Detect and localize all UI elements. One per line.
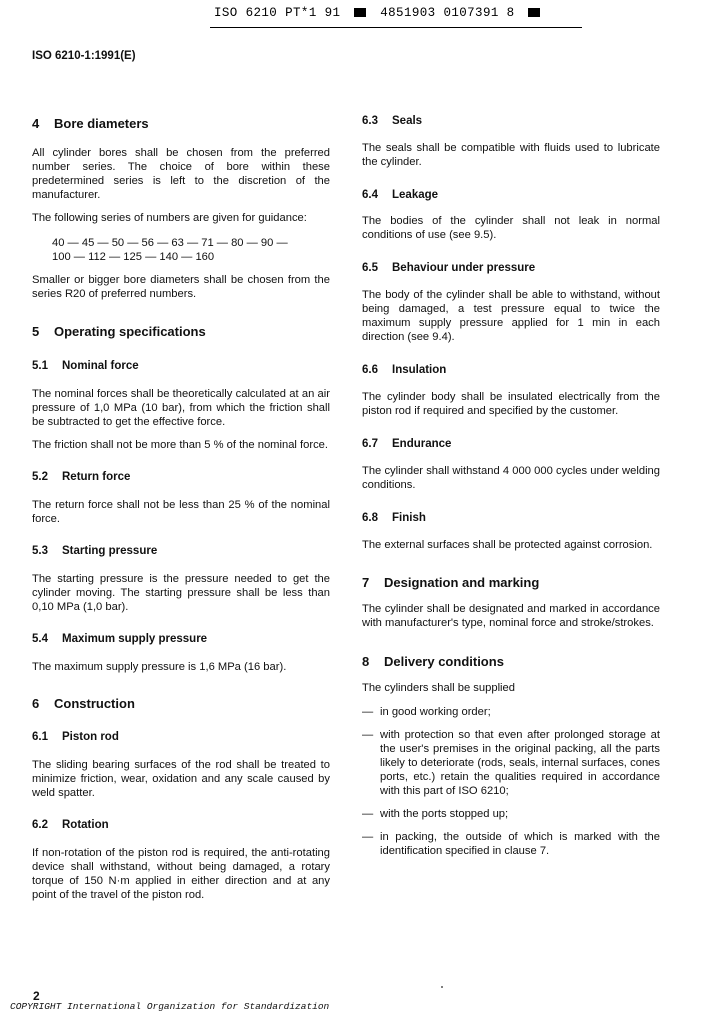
heading-5-4: 5.4 Maximum supply pressure — [32, 633, 208, 645]
heading-6-5: 6.5 Behaviour under pressure — [362, 262, 536, 274]
paragraph: The maximum supply pressure is 1,6 MPa (16 bar). — [32, 661, 287, 673]
speck-mark — [441, 986, 443, 988]
heading-6: 6 Construction — [32, 696, 135, 711]
right-column — [362, 114, 660, 858]
paragraph: The return force shall not be less than 25 % of the nominal force. — [32, 499, 330, 525]
left-column — [32, 116, 330, 902]
heading-6-4: 6.4 Leakage — [362, 189, 439, 201]
paragraph: The body of the cylinder shall be able to withstand, without being damaged, a test pressure equal to twice the maximum supply pressure applied for 1 min in each direction (see 9.4). — [362, 289, 660, 343]
paragraph: The starting pressure is the pressure needed to get the cylinder moving. The starting pressure shall be less than 0,10 MPa (1,0 bar). — [32, 573, 330, 613]
heading-5: 5 Operating specifications — [32, 324, 206, 339]
heading-8: 8 Delivery conditions — [362, 654, 504, 669]
delivery-conditions-list — [362, 705, 660, 858]
heading-6-1: 6.1 Piston rod — [32, 731, 119, 743]
heading-6-3: 6.3 Seals — [362, 115, 423, 127]
standard-id: ISO 6210-1:1991(E) — [32, 50, 136, 62]
heading-7: 7 Designation and marking — [362, 575, 540, 590]
paragraph: The following series of numbers are given for guidance: — [32, 212, 307, 224]
list-item: — in packing, the outside of which is marked with the identification specified in clause 7. — [362, 831, 660, 857]
paragraph: The bodies of the cylinder shall not leak in normal conditions of use (see 9.5). — [362, 215, 660, 241]
paragraph: The cylinder body shall be insulated electrically from the piston rod if required and specified by the customer. — [362, 391, 660, 417]
code-left: ISO 6210 PT*1 91 — [214, 6, 341, 20]
black-block-mark — [354, 8, 366, 17]
paragraph: The friction shall not be more than 5 % of the nominal force. — [32, 439, 329, 451]
heading-5-1: 5.1 Nominal force — [32, 360, 139, 372]
document-control-code — [214, 6, 546, 20]
heading-6-7: 6.7 Endurance — [362, 438, 452, 450]
heading-6-6: 6.6 Insulation — [362, 364, 447, 376]
number-series: 40 — 45 — 50 — 56 — 63 — 71 — 80 — 90 — 100 — 112 — 125 — 140 — 160 — [52, 237, 288, 263]
code-right: 4851903 0107391 8 — [380, 6, 515, 20]
header-rule — [210, 27, 582, 28]
heading-4: 4 Bore diameters — [32, 116, 149, 131]
paragraph: Smaller or bigger bore diameters shall be chosen from the series R20 of preferred numbers. — [32, 274, 330, 300]
paragraph: The cylinder shall withstand 4 000 000 cycles under welding conditions. — [362, 465, 660, 491]
heading-5-3: 5.3 Starting pressure — [32, 545, 158, 557]
paragraph: The cylinders shall be supplied — [362, 682, 515, 694]
heading-6-8: 6.8 Finish — [362, 512, 426, 524]
list-item: — with protection so that even after prolonged storage at the user's premises in the original packing, all the parts likely to deteriorate (rods, seals, internal surfaces, cones ports, etc.) retain the qualities required in accordance with this part of ISO 6210; — [362, 729, 660, 797]
paragraph: All cylinder bores shall be chosen from the preferred number series. The choice of bore within these predetermined series is left to the discretion of the manufacturer. — [32, 147, 330, 201]
copyright-footer: COPYRIGHT International Organization for Standardization — [10, 1001, 330, 1012]
paragraph: The external surfaces shall be protected against corrosion. — [362, 539, 653, 551]
black-block-mark — [528, 8, 540, 17]
list-item: — in good working order; — [362, 706, 491, 718]
page-number: 2 — [33, 989, 40, 1003]
paragraph: The sliding bearing surfaces of the rod shall be treated to minimize friction, wear, oxidation and any scale caused by weld spatter. — [32, 759, 330, 799]
paragraph: If non-rotation of the piston rod is required, the anti-rotating device shall withstand, without being damaged, a rotary torque of 150 N·m applied in either direction and at any point of the travel of the piston rod. — [32, 847, 330, 901]
paragraph: The seals shall be compatible with fluids used to lubricate the cylinder. — [362, 142, 660, 168]
paragraph: The nominal forces shall be theoretically calculated at an air pressure of 1,0 MPa (10 bar), from which the friction shall be subtracted to get the effective force. — [32, 388, 330, 428]
paragraph: The cylinder shall be designated and marked in accordance with manufacturer's type, nominal force and stroke/strokes. — [362, 603, 660, 629]
heading-5-2: 5.2 Return force — [32, 471, 131, 483]
list-item: — with the ports stopped up; — [362, 808, 509, 820]
heading-6-2: 6.2 Rotation — [32, 819, 109, 831]
